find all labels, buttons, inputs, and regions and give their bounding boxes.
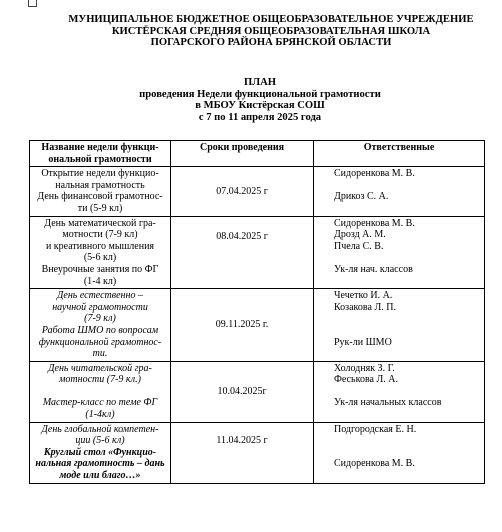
- event-date-cell: 07.04.2025 г: [171, 167, 314, 216]
- plan-subtitle-1: проведения Недели функциональной грамотности: [139, 88, 381, 100]
- organization-line-1: МУНИЦИПАЛЬНОЕ БЮДЖЕТНОЕ ОБЩЕОБРАЗОВАТЕЛЬНОЕ УЧРЕЖДЕНИЕ: [68, 14, 474, 25]
- organization-header: [40, 14, 502, 49]
- responsible-cell: Сидоренкова М. В. Дрозд А. М. Пчела С. В. Ук-ля нач. классов: [314, 216, 485, 289]
- event-date-cell: 10.04.2025г: [171, 361, 314, 422]
- plan-heading: [40, 77, 480, 123]
- table-row: [30, 216, 485, 289]
- event-name-cell: День читательской гра- мотности (7-9 кл.) Мастер-класс по теме ФГ (1-4кл): [30, 361, 171, 422]
- organization-line-2: КИСТЁРСКАЯ СРЕДНЯЯ ОБЩЕОБРАЗОВАТЕЛЬНАЯ ШКОЛА: [111, 25, 431, 37]
- responsible-cell: Чечетко И. А. Козакова Л. П. Рук-ли ШМО: [314, 289, 485, 362]
- table-row: [30, 361, 485, 422]
- table-row: [30, 422, 485, 483]
- responsible-cell: Холодняк З. Г. Феськова Л. А. Ук-ля начальных классов: [314, 361, 485, 422]
- plan-table: [29, 140, 485, 484]
- event-name-cell: День естественно – научной грамотности (7-9 кл) Работа ШМО по вопросам функциональной грамотнос- ти.: [30, 289, 171, 362]
- responsible-cell: Подгородская Е. Н. Сидоренкова М. В.: [314, 422, 485, 483]
- plan-title: ПЛАН: [243, 77, 277, 88]
- plan-subtitle-3: с 7 по 11 апреля 2025 года: [198, 111, 322, 123]
- event-date-cell: 11.04.2025 г: [171, 422, 314, 483]
- header-name: Название недели функци- ональной грамотности: [30, 141, 171, 167]
- event-date-cell: 09.11.2025 г.: [171, 289, 314, 362]
- event-name-cell: День математической гра- мотности (7-9 кл) и креативного мышления (5-6 кл) Внеурочные занятия по ФГ (1-4 кл): [30, 216, 171, 289]
- table-row: [30, 167, 485, 216]
- header-dates: Сроки проведения: [171, 141, 314, 167]
- header-responsible: Ответственные: [314, 141, 485, 167]
- event-name-cell: Открытие недели функцио- нальная грамотность День финансовой грамотнос- ти (5-9 кл): [30, 167, 171, 216]
- event-name-cell: День глобальной компетен- ции (5-6 кл) Круглый стол «Функцио- нальная грамотность – дань моде или благо…»: [30, 422, 171, 483]
- organization-line-3: ПОГАРСКОГО РАЙОНА БРЯНСКОЙ ОБЛАСТИ: [150, 37, 392, 49]
- responsible-cell: Сидоренкова М. В. Дрикоз С. А.: [314, 167, 485, 216]
- event-date-cell: 08.04.2025 г: [171, 216, 314, 289]
- table-header-row: [30, 141, 485, 167]
- table-row: [30, 289, 485, 362]
- plan-subtitle-2: в МБОУ Кистёрская СОШ: [195, 100, 325, 112]
- text-boundary-marker: [28, 0, 37, 7]
